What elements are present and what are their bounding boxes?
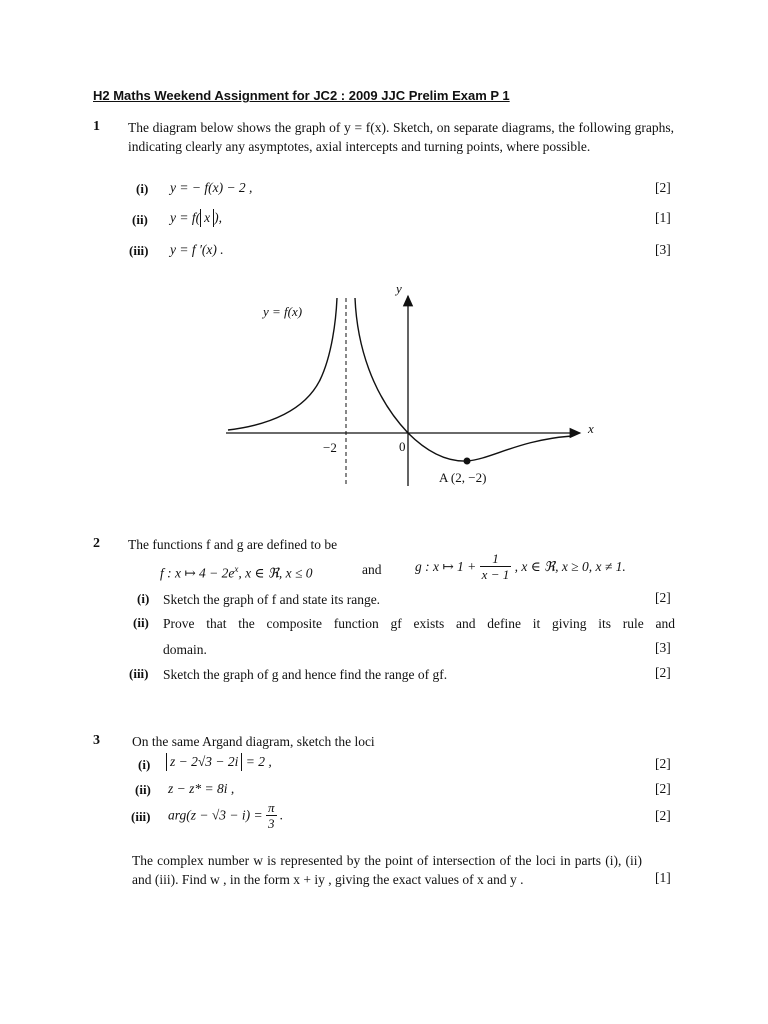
q2-part-i-label: (i): [137, 591, 150, 606]
and-word: and: [362, 562, 382, 577]
point-a-label: A (2, −2): [439, 470, 487, 485]
asymptote-label: −2: [323, 440, 337, 455]
q3-part-i-marks: [2]: [655, 756, 671, 771]
question-number-3: 3: [93, 733, 100, 748]
q2-part-ii-label: (ii): [133, 615, 149, 630]
q1-part-iii-marks: [3]: [655, 242, 671, 257]
q3-part-i-expr: z − 2√3 − 2i = 2 ,: [166, 753, 272, 771]
page-title: H2 Maths Weekend Assignment for JC2 : 2009 JJC Prelim Exam P 1: [93, 88, 510, 103]
q3-part-ii-label: (ii): [135, 782, 151, 797]
q2-part-ii-marks: [3]: [655, 640, 671, 655]
y-axis-label: y: [396, 281, 402, 296]
q1-part-ii-expr: y = f( x ),: [170, 210, 222, 225]
origin-label: 0: [399, 439, 406, 454]
curve-label: y = f(x): [263, 304, 303, 319]
question-3-closing-marks: [1]: [655, 870, 671, 885]
q3-part-ii-expr: z − z* = 8i ,: [168, 781, 235, 796]
question-3-closing: The complex number w is represented by the point of intersection of the loci in parts (i), (ii) and (iii). Find w , in the form x + iy , giving the exact values of x and y .: [132, 853, 642, 887]
q2-part-iii-marks: [2]: [655, 665, 671, 680]
x-axis-label: x: [588, 421, 594, 436]
q3-part-i-label: (i): [138, 757, 151, 772]
q2-part-i-marks: [2]: [655, 590, 671, 605]
q1-part-ii-label: (ii): [132, 212, 148, 227]
f-definition: f : x ↦ $4 - 2e^x$, x ∈ ℜ, x ≤ 0: [160, 564, 313, 581]
q3-part-ii-marks: [2]: [655, 781, 671, 796]
q2-part-ii-text-cont: domain.: [163, 642, 207, 657]
q2-part-ii-text: Prove that the composite function gf exists and define it giving its rule and: [163, 616, 675, 631]
question-number-1: 1: [93, 119, 100, 134]
q1-part-i-expr: y = − f(x) − 2 ,: [170, 180, 253, 195]
g-definition: g : x ↦ 1 + $\frac{1}{x - 1}$ , x ∈ ℜ, x ≥ 0, x ≠ 1.: [415, 551, 626, 582]
q1-part-ii-marks: [1]: [655, 210, 671, 225]
q2-part-iii-label: (iii): [129, 666, 149, 681]
q1-part-iii-expr: y = f ′(x) .: [170, 242, 224, 257]
question-number-2: 2: [93, 536, 100, 551]
question-3-intro: On the same Argand diagram, sketch the loci: [132, 734, 375, 749]
q1-part-i-marks: [2]: [655, 180, 671, 195]
q2-part-iii-text: Sketch the graph of g and hence find the range of gf.: [163, 667, 448, 682]
q3-part-iii-expr: arg(z − √3 − i) = $\frac{\pi}{3}$ .: [168, 800, 284, 831]
q2-part-i-text: Sketch the graph of f and state its range.: [163, 592, 381, 607]
curve-right-branch: [355, 298, 572, 461]
question-2-intro: The functions f and g are defined to be: [128, 537, 338, 552]
q1-part-iii-label: (iii): [129, 243, 149, 258]
question-1-intro: The diagram below shows the graph of y = f(x). Sketch, on separate diagrams, the following graphs, indicating clearly any asymptotes, axial intercepts and turning points, where possible.: [128, 120, 674, 154]
q1-part-i-label: (i): [136, 181, 149, 196]
q3-part-iii-label: (iii): [131, 809, 151, 824]
turning-point-a: [464, 458, 471, 465]
q3-part-iii-marks: [2]: [655, 808, 671, 823]
